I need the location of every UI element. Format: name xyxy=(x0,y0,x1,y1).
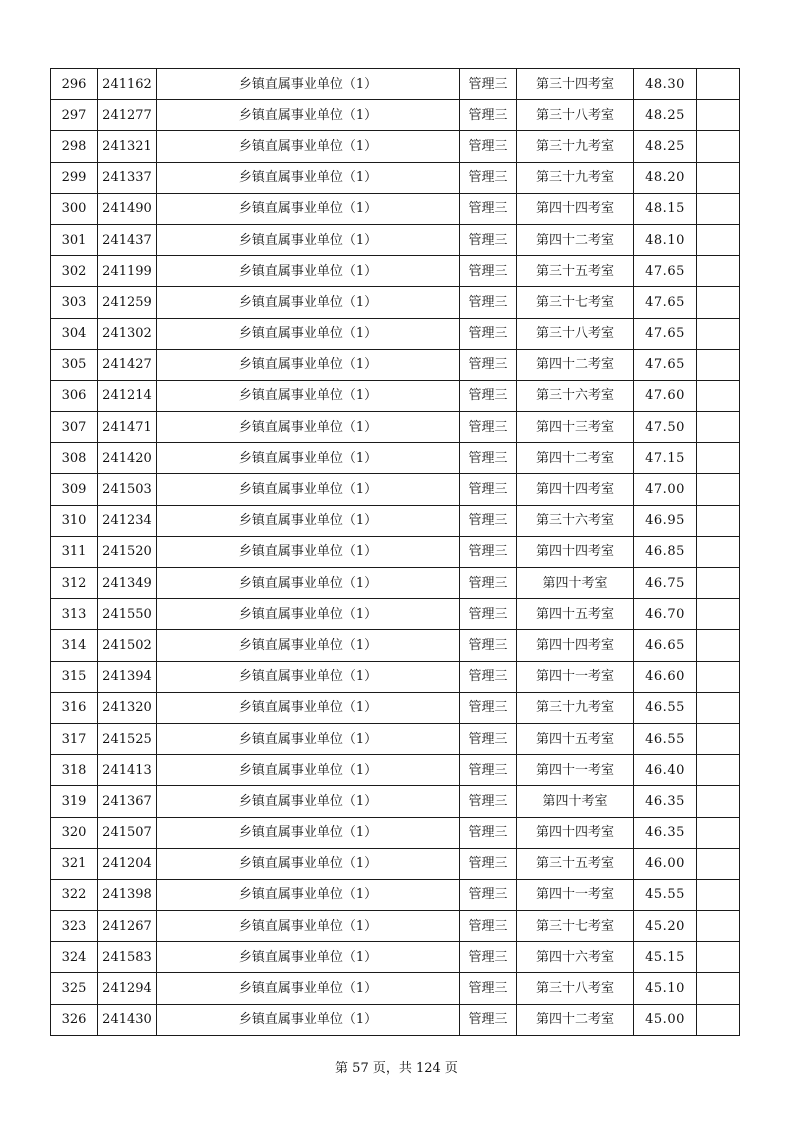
table-row xyxy=(51,474,740,505)
table-row xyxy=(51,817,740,848)
table-row xyxy=(51,69,740,100)
cell-post: 管理三 xyxy=(460,474,517,505)
cell-note xyxy=(697,193,740,224)
cell-post: 管理三 xyxy=(460,817,517,848)
cell-exam-room: 第四十五考室 xyxy=(517,723,634,754)
cell-post: 管理三 xyxy=(460,380,517,411)
cell-unit: 乡镇直属事业单位（1） xyxy=(157,911,460,942)
cell-exam-room: 第四十六考室 xyxy=(517,942,634,973)
cell-score: 45.20 xyxy=(634,911,697,942)
cell-score: 48.25 xyxy=(634,131,697,162)
cell-score: 46.65 xyxy=(634,630,697,661)
cell-note xyxy=(697,568,740,599)
cell-unit: 乡镇直属事业单位（1） xyxy=(157,162,460,193)
cell-post: 管理三 xyxy=(460,443,517,474)
cell-exam-room: 第三十五考室 xyxy=(517,256,634,287)
cell-post: 管理三 xyxy=(460,630,517,661)
cell-candidate-id: 241302 xyxy=(98,318,157,349)
cell-unit: 乡镇直属事业单位（1） xyxy=(157,1004,460,1035)
cell-exam-room: 第四十四考室 xyxy=(517,536,634,567)
cell-score: 46.35 xyxy=(634,817,697,848)
cell-score: 46.40 xyxy=(634,755,697,786)
cell-post: 管理三 xyxy=(460,786,517,817)
cell-candidate-id: 241204 xyxy=(98,848,157,879)
cell-unit: 乡镇直属事业单位（1） xyxy=(157,599,460,630)
cell-exam-room: 第三十五考室 xyxy=(517,848,634,879)
cell-score: 47.00 xyxy=(634,474,697,505)
cell-note xyxy=(697,505,740,536)
table-row xyxy=(51,224,740,255)
cell-score: 46.95 xyxy=(634,505,697,536)
cell-note xyxy=(697,723,740,754)
cell-seq: 310 xyxy=(51,505,98,536)
cell-note xyxy=(697,162,740,193)
cell-unit: 乡镇直属事业单位（1） xyxy=(157,692,460,723)
cell-exam-room: 第三十四考室 xyxy=(517,69,634,100)
cell-score: 46.00 xyxy=(634,848,697,879)
table-row xyxy=(51,349,740,380)
cell-seq: 308 xyxy=(51,443,98,474)
cell-score: 47.50 xyxy=(634,412,697,443)
cell-candidate-id: 241349 xyxy=(98,568,157,599)
cell-score: 45.00 xyxy=(634,1004,697,1035)
cell-post: 管理三 xyxy=(460,100,517,131)
cell-exam-room: 第四十考室 xyxy=(517,568,634,599)
table-row xyxy=(51,786,740,817)
table-row xyxy=(51,911,740,942)
cell-exam-room: 第四十一考室 xyxy=(517,661,634,692)
cell-seq: 299 xyxy=(51,162,98,193)
cell-seq: 317 xyxy=(51,723,98,754)
cell-note xyxy=(697,69,740,100)
cell-candidate-id: 241507 xyxy=(98,817,157,848)
cell-candidate-id: 241413 xyxy=(98,755,157,786)
cell-candidate-id: 241525 xyxy=(98,723,157,754)
cell-seq: 321 xyxy=(51,848,98,879)
cell-score: 48.10 xyxy=(634,224,697,255)
cell-post: 管理三 xyxy=(460,162,517,193)
cell-seq: 305 xyxy=(51,349,98,380)
table-row xyxy=(51,131,740,162)
cell-candidate-id: 241503 xyxy=(98,474,157,505)
cell-exam-room: 第三十九考室 xyxy=(517,692,634,723)
cell-post: 管理三 xyxy=(460,536,517,567)
cell-exam-room: 第四十四考室 xyxy=(517,474,634,505)
table-row xyxy=(51,568,740,599)
cell-exam-room: 第三十六考室 xyxy=(517,380,634,411)
cell-unit: 乡镇直属事业单位（1） xyxy=(157,443,460,474)
table-body xyxy=(51,69,740,1036)
cell-score: 45.10 xyxy=(634,973,697,1004)
cell-score: 47.65 xyxy=(634,287,697,318)
cell-exam-room: 第三十八考室 xyxy=(517,973,634,1004)
cell-seq: 313 xyxy=(51,599,98,630)
cell-unit: 乡镇直属事业单位（1） xyxy=(157,193,460,224)
cell-candidate-id: 241471 xyxy=(98,412,157,443)
cell-exam-room: 第四十四考室 xyxy=(517,630,634,661)
cell-score: 47.15 xyxy=(634,443,697,474)
cell-note xyxy=(697,349,740,380)
cell-score: 48.25 xyxy=(634,100,697,131)
cell-exam-room: 第四十二考室 xyxy=(517,1004,634,1035)
cell-candidate-id: 241502 xyxy=(98,630,157,661)
cell-score: 47.65 xyxy=(634,349,697,380)
cell-post: 管理三 xyxy=(460,224,517,255)
cell-post: 管理三 xyxy=(460,69,517,100)
cell-post: 管理三 xyxy=(460,568,517,599)
cell-note xyxy=(697,131,740,162)
cell-note xyxy=(697,1004,740,1035)
cell-note xyxy=(697,661,740,692)
cell-candidate-id: 241490 xyxy=(98,193,157,224)
cell-seq: 311 xyxy=(51,536,98,567)
cell-score: 45.15 xyxy=(634,942,697,973)
page-footer: 第 57 页，共 124 页 xyxy=(335,1061,458,1076)
cell-score: 46.75 xyxy=(634,568,697,599)
cell-unit: 乡镇直属事业单位（1） xyxy=(157,568,460,599)
cell-unit: 乡镇直属事业单位（1） xyxy=(157,349,460,380)
cell-unit: 乡镇直属事业单位（1） xyxy=(157,287,460,318)
cell-seq: 302 xyxy=(51,256,98,287)
cell-score: 47.65 xyxy=(634,256,697,287)
cell-seq: 306 xyxy=(51,380,98,411)
cell-candidate-id: 241320 xyxy=(98,692,157,723)
cell-post: 管理三 xyxy=(460,661,517,692)
cell-note xyxy=(697,443,740,474)
cell-seq: 324 xyxy=(51,942,98,973)
cell-note xyxy=(697,599,740,630)
cell-unit: 乡镇直属事业单位（1） xyxy=(157,536,460,567)
cell-post: 管理三 xyxy=(460,755,517,786)
cell-candidate-id: 241398 xyxy=(98,879,157,910)
cell-exam-room: 第三十六考室 xyxy=(517,505,634,536)
cell-exam-room: 第四十二考室 xyxy=(517,349,634,380)
cell-candidate-id: 241277 xyxy=(98,100,157,131)
table-row xyxy=(51,318,740,349)
cell-unit: 乡镇直属事业单位（1） xyxy=(157,412,460,443)
cell-exam-room: 第四十考室 xyxy=(517,786,634,817)
cell-score: 45.55 xyxy=(634,879,697,910)
cell-candidate-id: 241294 xyxy=(98,973,157,1004)
cell-post: 管理三 xyxy=(460,256,517,287)
score-table xyxy=(50,68,740,1036)
cell-exam-room: 第三十九考室 xyxy=(517,162,634,193)
cell-note xyxy=(697,474,740,505)
table-row xyxy=(51,443,740,474)
table-row xyxy=(51,973,740,1004)
cell-note xyxy=(697,224,740,255)
cell-exam-room: 第四十三考室 xyxy=(517,412,634,443)
cell-seq: 319 xyxy=(51,786,98,817)
table-row xyxy=(51,661,740,692)
cell-post: 管理三 xyxy=(460,193,517,224)
cell-candidate-id: 241199 xyxy=(98,256,157,287)
cell-post: 管理三 xyxy=(460,599,517,630)
cell-unit: 乡镇直属事业单位（1） xyxy=(157,755,460,786)
cell-unit: 乡镇直属事业单位（1） xyxy=(157,256,460,287)
cell-seq: 296 xyxy=(51,69,98,100)
cell-unit: 乡镇直属事业单位（1） xyxy=(157,786,460,817)
cell-unit: 乡镇直属事业单位（1） xyxy=(157,380,460,411)
cell-seq: 309 xyxy=(51,474,98,505)
cell-post: 管理三 xyxy=(460,911,517,942)
cell-exam-room: 第三十七考室 xyxy=(517,287,634,318)
cell-exam-room: 第三十七考室 xyxy=(517,911,634,942)
cell-note xyxy=(697,786,740,817)
cell-seq: 314 xyxy=(51,630,98,661)
cell-unit: 乡镇直属事业单位（1） xyxy=(157,131,460,162)
cell-note xyxy=(697,973,740,1004)
cell-score: 46.55 xyxy=(634,692,697,723)
cell-candidate-id: 241437 xyxy=(98,224,157,255)
cell-score: 48.15 xyxy=(634,193,697,224)
cell-exam-room: 第三十八考室 xyxy=(517,100,634,131)
cell-note xyxy=(697,630,740,661)
cell-unit: 乡镇直属事业单位（1） xyxy=(157,224,460,255)
cell-exam-room: 第四十二考室 xyxy=(517,224,634,255)
table-row xyxy=(51,287,740,318)
cell-seq: 326 xyxy=(51,1004,98,1035)
cell-note xyxy=(697,848,740,879)
table-row xyxy=(51,879,740,910)
cell-post: 管理三 xyxy=(460,349,517,380)
table-row xyxy=(51,100,740,131)
cell-unit: 乡镇直属事业单位（1） xyxy=(157,505,460,536)
cell-candidate-id: 241267 xyxy=(98,911,157,942)
cell-seq: 300 xyxy=(51,193,98,224)
cell-candidate-id: 241427 xyxy=(98,349,157,380)
cell-seq: 298 xyxy=(51,131,98,162)
cell-note xyxy=(697,318,740,349)
table-row xyxy=(51,256,740,287)
cell-candidate-id: 241234 xyxy=(98,505,157,536)
cell-candidate-id: 241430 xyxy=(98,1004,157,1035)
cell-candidate-id: 241394 xyxy=(98,661,157,692)
cell-score: 46.55 xyxy=(634,723,697,754)
cell-seq: 322 xyxy=(51,879,98,910)
cell-candidate-id: 241367 xyxy=(98,786,157,817)
table-row xyxy=(51,599,740,630)
cell-unit: 乡镇直属事业单位（1） xyxy=(157,723,460,754)
cell-exam-room: 第三十八考室 xyxy=(517,318,634,349)
cell-seq: 301 xyxy=(51,224,98,255)
cell-seq: 318 xyxy=(51,755,98,786)
cell-post: 管理三 xyxy=(460,412,517,443)
cell-score: 46.70 xyxy=(634,599,697,630)
cell-exam-room: 第三十九考室 xyxy=(517,131,634,162)
cell-candidate-id: 241214 xyxy=(98,380,157,411)
table-row xyxy=(51,412,740,443)
cell-note xyxy=(697,692,740,723)
table-row xyxy=(51,942,740,973)
table-row xyxy=(51,505,740,536)
cell-note xyxy=(697,412,740,443)
cell-seq: 307 xyxy=(51,412,98,443)
cell-score: 46.60 xyxy=(634,661,697,692)
cell-score: 47.60 xyxy=(634,380,697,411)
cell-candidate-id: 241583 xyxy=(98,942,157,973)
cell-candidate-id: 241259 xyxy=(98,287,157,318)
table-row xyxy=(51,755,740,786)
cell-score: 48.30 xyxy=(634,69,697,100)
cell-note xyxy=(697,911,740,942)
cell-candidate-id: 241550 xyxy=(98,599,157,630)
cell-post: 管理三 xyxy=(460,692,517,723)
cell-note xyxy=(697,879,740,910)
cell-exam-room: 第四十一考室 xyxy=(517,755,634,786)
cell-seq: 297 xyxy=(51,100,98,131)
cell-unit: 乡镇直属事业单位（1） xyxy=(157,942,460,973)
table-row xyxy=(51,380,740,411)
cell-score: 48.20 xyxy=(634,162,697,193)
cell-unit: 乡镇直属事业单位（1） xyxy=(157,973,460,1004)
cell-exam-room: 第四十二考室 xyxy=(517,443,634,474)
cell-exam-room: 第四十四考室 xyxy=(517,817,634,848)
cell-post: 管理三 xyxy=(460,287,517,318)
cell-candidate-id: 241337 xyxy=(98,162,157,193)
cell-unit: 乡镇直属事业单位（1） xyxy=(157,661,460,692)
cell-seq: 303 xyxy=(51,287,98,318)
cell-seq: 312 xyxy=(51,568,98,599)
cell-seq: 320 xyxy=(51,817,98,848)
cell-unit: 乡镇直属事业单位（1） xyxy=(157,630,460,661)
cell-unit: 乡镇直属事业单位（1） xyxy=(157,318,460,349)
cell-post: 管理三 xyxy=(460,505,517,536)
cell-score: 46.85 xyxy=(634,536,697,567)
cell-seq: 315 xyxy=(51,661,98,692)
cell-exam-room: 第四十四考室 xyxy=(517,193,634,224)
cell-candidate-id: 241321 xyxy=(98,131,157,162)
cell-note xyxy=(697,942,740,973)
cell-unit: 乡镇直属事业单位（1） xyxy=(157,879,460,910)
table-row xyxy=(51,1004,740,1035)
cell-candidate-id: 241520 xyxy=(98,536,157,567)
cell-post: 管理三 xyxy=(460,848,517,879)
table-row xyxy=(51,536,740,567)
cell-exam-room: 第四十五考室 xyxy=(517,599,634,630)
table-row xyxy=(51,630,740,661)
cell-score: 47.65 xyxy=(634,318,697,349)
cell-exam-room: 第四十一考室 xyxy=(517,879,634,910)
cell-seq: 316 xyxy=(51,692,98,723)
cell-note xyxy=(697,817,740,848)
cell-unit: 乡镇直属事业单位（1） xyxy=(157,69,460,100)
cell-note xyxy=(697,536,740,567)
cell-post: 管理三 xyxy=(460,879,517,910)
cell-post: 管理三 xyxy=(460,131,517,162)
cell-post: 管理三 xyxy=(460,723,517,754)
cell-seq: 304 xyxy=(51,318,98,349)
cell-seq: 325 xyxy=(51,973,98,1004)
cell-note xyxy=(697,287,740,318)
cell-unit: 乡镇直属事业单位（1） xyxy=(157,817,460,848)
cell-candidate-id: 241420 xyxy=(98,443,157,474)
cell-post: 管理三 xyxy=(460,973,517,1004)
cell-seq: 323 xyxy=(51,911,98,942)
cell-post: 管理三 xyxy=(460,942,517,973)
cell-note xyxy=(697,380,740,411)
cell-post: 管理三 xyxy=(460,1004,517,1035)
cell-note xyxy=(697,256,740,287)
table-row xyxy=(51,162,740,193)
table-row xyxy=(51,723,740,754)
cell-unit: 乡镇直属事业单位（1） xyxy=(157,848,460,879)
cell-score: 46.35 xyxy=(634,786,697,817)
cell-post: 管理三 xyxy=(460,318,517,349)
cell-unit: 乡镇直属事业单位（1） xyxy=(157,474,460,505)
table-row xyxy=(51,193,740,224)
table-row xyxy=(51,692,740,723)
cell-unit: 乡镇直属事业单位（1） xyxy=(157,100,460,131)
table-row xyxy=(51,848,740,879)
cell-note xyxy=(697,100,740,131)
cell-note xyxy=(697,755,740,786)
cell-candidate-id: 241162 xyxy=(98,69,157,100)
